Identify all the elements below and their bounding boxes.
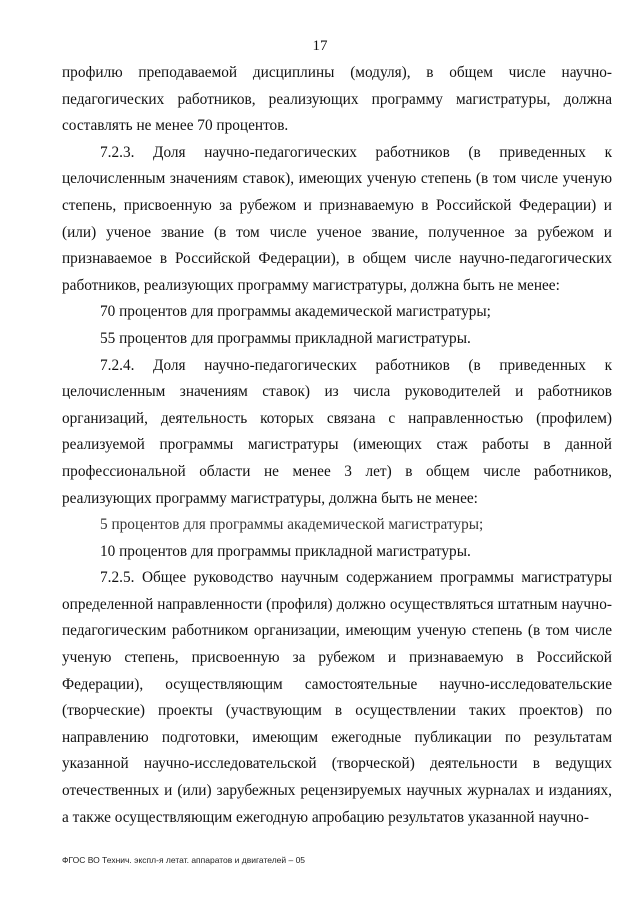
list-item-applied-55: 55 процентов для программы прикладной магистратуры. — [100, 329, 471, 347]
list-item-applied-10: 10 процентов для программы прикладной магистратуры. — [100, 542, 471, 560]
list-item-academic-5: 5 процентов для программы академической магистратуры; — [100, 516, 484, 534]
paragraph-7-2-5: 7.2.5. Общее руководство научным содержанием программы магистратуры определенной направленности (профиля) должно осуществляться штатным научно-педагогическим работником организации, имеющим ученую степень (в том числе ученую степень, присвоенную за рубежом и признаваемую в Российской Федерации), осуществляющим самостоятельные научно-исследовательские (творческие) проекты (участвующим в осуществлении таких проектов) по направлению подготовки, имеющим ежегодные публикации по результатам указанной научно-исследовательской (творческой) деятельности в ведущих отечественных и (или) зарубежных рецензируемых научных журналах и изданиях, а также осуществляющим ежегодную апробацию результатов указанной научно- — [62, 569, 612, 826]
paragraph-7-2-4: 7.2.4. Доля научно-педагогических работников (в приведенных к целочисленным значениям ставок) из числа руководителей и работников организаций, деятельность которых связана с направленностью (профилем) реализуемой программы магистратуры (имеющих стаж работы в данной профессиональной области не менее 3 лет) в общем числе работников, реализующих программу магистратуры, должна быть не менее: — [62, 356, 612, 507]
document-body — [62, 60, 612, 831]
page-number: 17 — [312, 38, 328, 54]
paragraph-continuation: профилю преподаваемой дисциплины (модуля), в общем числе научно-педагогических работников, реализующих программу магистратуры, должна составлять не менее 70 процентов. — [62, 64, 612, 135]
footer-note: ФГОС ВО Технич. экспл-я летат. аппаратов и двигателей – 05 — [62, 855, 306, 865]
list-item-academic-70: 70 процентов для программы академической магистратуры; — [100, 303, 491, 321]
paragraph-7-2-3: 7.2.3. Доля научно-педагогических работников (в приведенных к целочисленным значениям ставок), имеющих ученую степень (в том числе ученую степень, присвоенную за рубежом и признаваемую в Российской Федерации) и (или) ученое звание (в том числе ученое звание, полученное за рубежом и признаваемое в Российской Федерации), в общем числе научно-педагогических работников, реализующих программу магистратуры, должна быть не менее: — [62, 143, 612, 294]
